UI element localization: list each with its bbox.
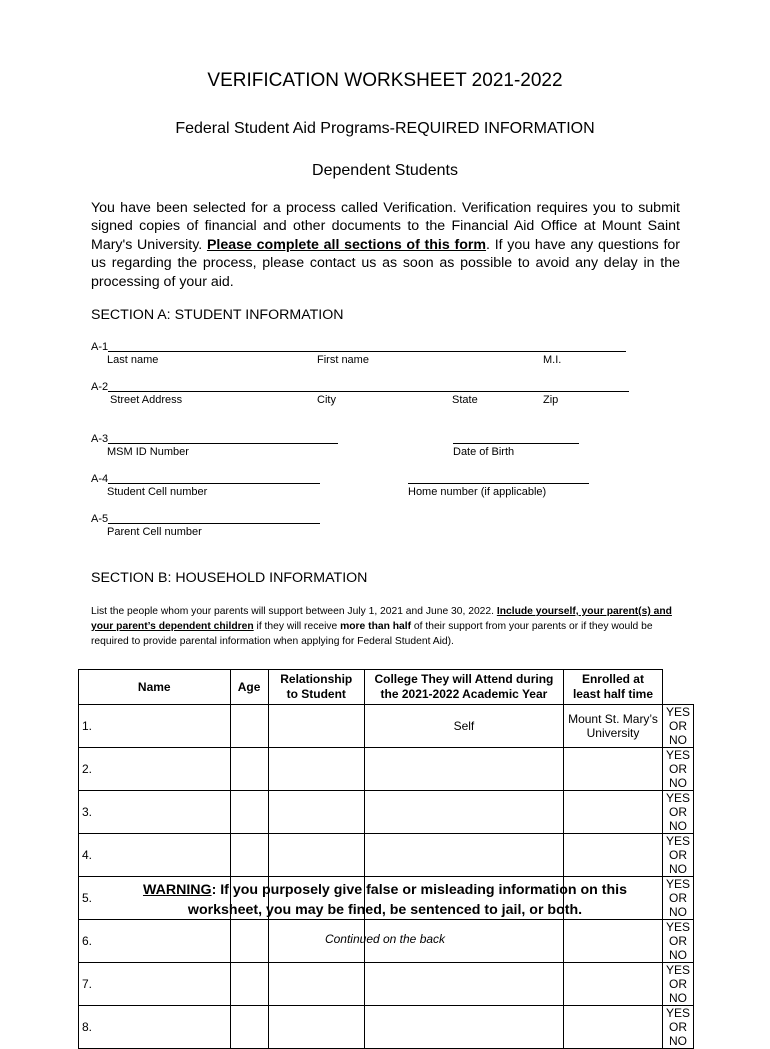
household-table-header [79, 670, 694, 705]
a4-home-field[interactable] [408, 483, 589, 484]
table-row [79, 791, 694, 834]
page-subtitle-dependent: Dependent Students [312, 162, 458, 179]
age-cell[interactable] [268, 748, 364, 791]
warning-text-line2: worksheet, you may be fined, be sentenced to jail, or both. [187, 902, 583, 918]
row-number: 2. [79, 748, 231, 791]
a3-id-label: MSM ID Number [107, 446, 189, 458]
section-b-text-1: List the people whom your parents will support between July 1, 2021 and June 30, 2022. [91, 606, 497, 617]
a2-address-field[interactable] [108, 391, 629, 392]
enrolled-cell[interactable]: YES OR NO [662, 834, 693, 877]
section-b-heading: SECTION B: HOUSEHOLD INFORMATION [91, 570, 368, 586]
name-cell[interactable] [230, 963, 268, 1006]
page-title: VERIFICATION WORKSHEET 2021-2022 [207, 70, 563, 91]
a1-code: A-1 [91, 341, 109, 353]
college-cell[interactable] [563, 1006, 662, 1049]
header-college-line1: College They will Attend during [374, 672, 554, 686]
section-b-bold: more than half [340, 621, 412, 632]
age-cell[interactable] [268, 963, 364, 1006]
relationship-cell[interactable] [364, 748, 563, 791]
warning-label: WARNING [142, 882, 212, 898]
header-relationship [268, 670, 364, 705]
a1-first-name-label: First name [317, 354, 369, 366]
enrolled-cell[interactable]: YES OR NO [662, 963, 693, 1006]
relationship-cell[interactable] [364, 963, 563, 1006]
college-cell[interactable] [563, 963, 662, 1006]
intro-bold-instruction: Please complete all sections of this form [206, 236, 487, 253]
name-cell[interactable] [230, 791, 268, 834]
header-age: Age [230, 670, 268, 705]
age-cell[interactable] [268, 1006, 364, 1049]
a4-cell-label: Student Cell number [107, 486, 208, 498]
warning-notice [0, 880, 770, 920]
age-cell[interactable] [268, 834, 364, 877]
a3-dob-label: Date of Birth [453, 446, 515, 458]
table-row [79, 748, 694, 791]
college-cell[interactable]: Mount St. Mary’s University [563, 705, 662, 748]
header-relationship-line1: Relationship [280, 672, 353, 686]
section-b-text-3: of their support from your parents or if they would be required to provide parental information when applying for Federal Student Aid). [91, 621, 653, 647]
a4-home-label: Home number (if applicable) [408, 486, 547, 498]
enrolled-cell[interactable]: YES OR NO [662, 791, 693, 834]
relationship-cell[interactable] [364, 834, 563, 877]
header-enrolled-line2: least half time [572, 687, 653, 701]
intro-paragraph [91, 199, 680, 291]
household-table [78, 669, 694, 1049]
name-cell[interactable] [230, 834, 268, 877]
a5-code: A-5 [91, 513, 109, 525]
a1-last-name-label: Last name [107, 354, 159, 366]
a3-code: A-3 [91, 433, 109, 445]
header-name: Name [79, 670, 231, 705]
section-b-instructions [91, 604, 681, 649]
enrolled-cell[interactable]: YES OR NO [662, 1006, 693, 1049]
header-enrolled [563, 670, 662, 705]
a4-cell-field[interactable] [108, 483, 320, 484]
a2-city-label: City [317, 394, 336, 406]
enrolled-cell[interactable]: YES OR NO [662, 705, 693, 748]
header-relationship-line2: to Student [286, 687, 346, 701]
row-number: 6. [79, 920, 231, 963]
row-number: 4. [79, 834, 231, 877]
a1-mi-label: M.I. [543, 354, 562, 366]
warning-text-line1: : If you purposely give false or misleading information on this [211, 882, 627, 898]
row-number: 5. [79, 877, 231, 920]
a3-id-field[interactable] [108, 443, 338, 444]
enrolled-cell[interactable]: YES OR NO [662, 877, 693, 920]
header-enrolled-line1: Enrolled at [581, 672, 644, 686]
a5-parent-cell-field[interactable] [108, 523, 320, 524]
a3-dob-field[interactable] [453, 443, 579, 444]
college-cell[interactable] [563, 748, 662, 791]
table-row [79, 963, 694, 1006]
relationship-cell[interactable] [364, 1006, 563, 1049]
relationship-cell[interactable] [364, 791, 563, 834]
intro-text-1: You have been selected for a process called Verification. Verification requires you to submit signed copies of financial and other documents to the Financial Aid Office at Mount Saint Mary's University. [91, 200, 680, 253]
enrolled-cell[interactable]: YES OR NO [662, 920, 693, 963]
a2-zip-label: Zip [543, 394, 559, 406]
age-cell[interactable] [268, 791, 364, 834]
a4-code: A-4 [91, 473, 109, 485]
enrolled-cell[interactable]: YES OR NO [662, 748, 693, 791]
college-cell[interactable] [563, 791, 662, 834]
a2-street-label: Street Address [110, 394, 183, 406]
age-cell[interactable] [268, 705, 364, 748]
header-college-line2: the 2021-2022 Academic Year [380, 687, 548, 701]
continued-note: Continued on the back [324, 932, 446, 946]
row-number: 3. [79, 791, 231, 834]
section-a-heading: SECTION A: STUDENT INFORMATION [91, 307, 344, 323]
a1-name-field[interactable] [108, 351, 626, 352]
college-cell[interactable] [563, 834, 662, 877]
a5-parent-label: Parent Cell number [107, 526, 202, 538]
header-college [364, 670, 563, 705]
a2-code: A-2 [91, 381, 109, 393]
intro-text-2: . If you have any questions for us regarding the process, please contact us as soon as possible to avoid any delay in the processing of your aid. [91, 236, 680, 290]
name-cell[interactable] [230, 705, 268, 748]
row-number: 1. [79, 705, 231, 748]
table-row [79, 705, 694, 748]
table-row [79, 834, 694, 877]
name-cell[interactable] [230, 748, 268, 791]
row-number: 8. [79, 1006, 231, 1049]
row-number: 7. [79, 963, 231, 1006]
section-b-bold-underline: Include yourself, your parent(s) and your parent’s dependent children [91, 606, 672, 632]
a2-state-label: State [452, 394, 478, 406]
page-subtitle: Federal Student Aid Programs-REQUIRED INFORMATION [175, 120, 595, 137]
table-row [79, 1006, 694, 1049]
name-cell[interactable] [230, 1006, 268, 1049]
relationship-cell[interactable]: Self [364, 705, 563, 748]
section-b-text-2: if they will receive [253, 621, 341, 632]
